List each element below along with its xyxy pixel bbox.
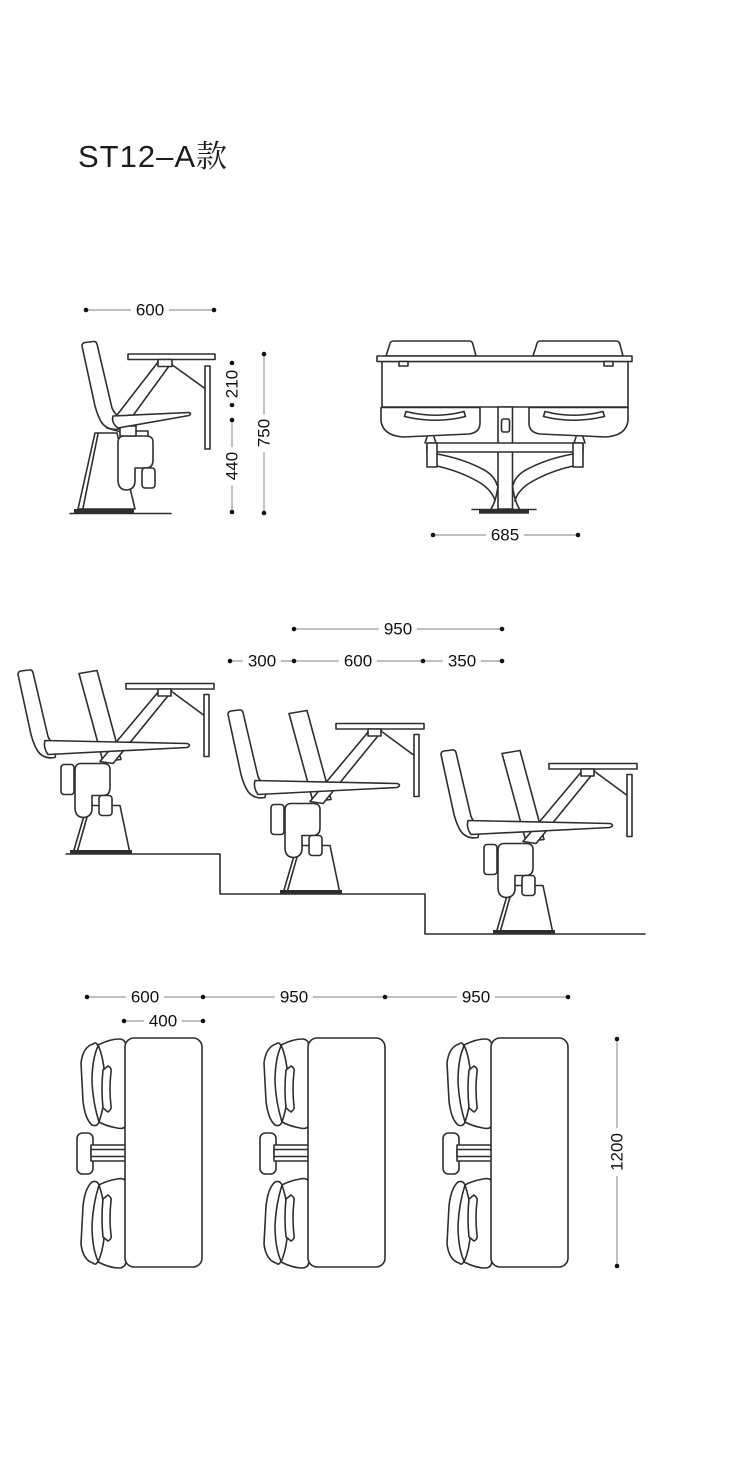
step-section-drawing bbox=[18, 670, 645, 934]
front-view-drawing bbox=[377, 341, 632, 514]
dim-desk-depth-label: 400 bbox=[144, 1012, 182, 1031]
dim-total-height-label: 750 bbox=[255, 414, 274, 452]
dim-row-pitch-label: 950 bbox=[379, 620, 417, 639]
dim-plan-pitch-2-label: 950 bbox=[457, 988, 495, 1007]
dim-side-width-label: 600 bbox=[131, 301, 169, 320]
dim-unit-length-label: 1200 bbox=[608, 1128, 627, 1176]
dim-seat-height-label: 440 bbox=[223, 447, 242, 485]
side-view-drawing bbox=[70, 341, 215, 513]
dim-desk-to-seat-label: 210 bbox=[223, 365, 242, 403]
dim-plan-pitch-1-label: 950 bbox=[275, 988, 313, 1007]
dim-front-width-label: 685 bbox=[486, 526, 524, 545]
dim-front-clearance-label: 350 bbox=[443, 652, 481, 671]
dim-seat-depth-label: 600 bbox=[339, 652, 377, 671]
page-title: ST12–A款 bbox=[78, 139, 229, 174]
dim-plan-unit-depth-label: 600 bbox=[126, 988, 164, 1007]
dim-back-clearance-label: 300 bbox=[243, 652, 281, 671]
plan-view-drawing bbox=[77, 1038, 568, 1268]
